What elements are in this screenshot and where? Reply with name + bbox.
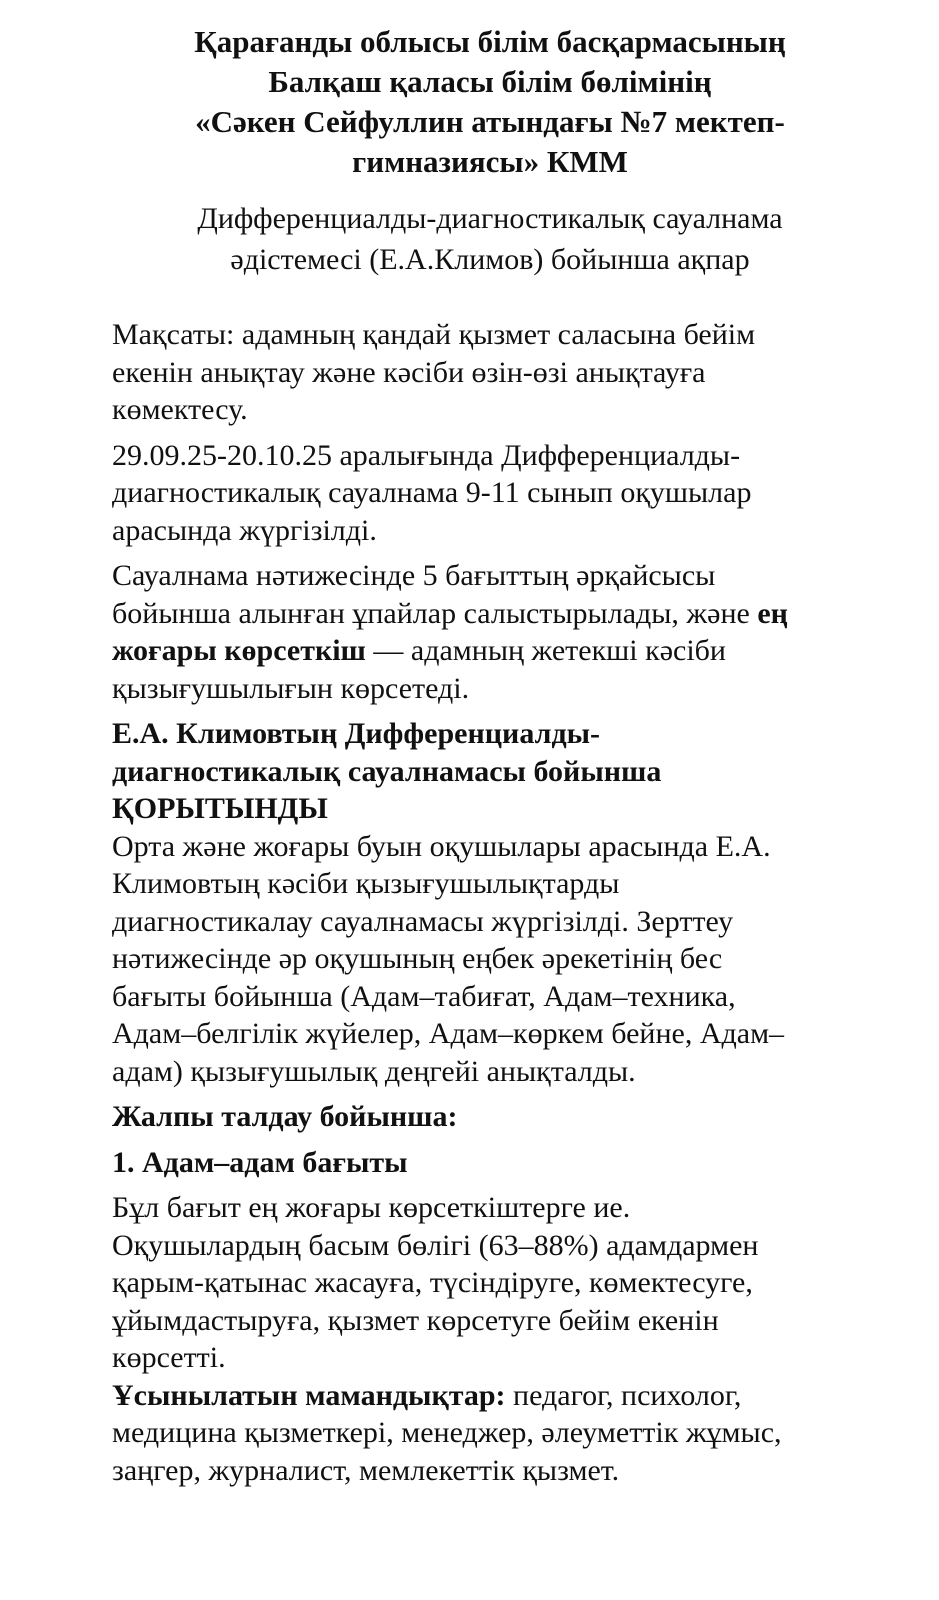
text-line: нәтижесінде әр оқушының еңбек әрекетінің бес [112,942,723,975]
text-line: ұйымдастыруға, қызмет көрсетуге бейім екенін [112,1303,719,1337]
section-1-title: 1. Адам–адам бағыты [112,1145,408,1179]
method-paragraph [112,557,872,707]
text-line: бағыты бойынша (Адам–табиғат, Адам–техника, [112,979,736,1013]
bold-emphasis: жоғары көрсеткіш [112,634,366,667]
header-line: Қарағанды облысы білім басқармасының [194,24,786,59]
header-line: гимназиясы» КММ [352,144,628,179]
purpose-paragraph [112,316,872,429]
subtitle-line: Дифференциалды-диагностикалық сауалнама [197,202,783,235]
heading-line: ҚОРЫТЫНДЫ [112,792,328,825]
organization-header [140,22,840,182]
text-line: Мақсаты: адамның қандай қызмет саласына бейім [112,318,756,351]
text-line: қарым-қатынас жасауға, түсіндіруге, көмектесуге, [112,1266,753,1299]
header-line: «Сәкен Сейфуллин атындағы №7 мектеп- [195,104,785,139]
text-line [112,595,872,633]
text-span: — адамның жетекші кәсіби [365,634,726,667]
conclusion-title [112,715,872,828]
text-line: 29.09.25-20.10.25 аралығында Дифференциалды- [112,438,741,472]
conclusion-paragraph [112,828,872,1091]
text-line: арасында жүргізілді. [112,513,377,547]
text-span: бойынша алынған ұпайлар салыстырылады, және [112,596,758,630]
text-line: Бұл бағыт ең жоғары көрсеткіштерге ие. [112,1191,631,1224]
text-line: заңгер, журналист, мемлекеттік қызмет. [112,1453,620,1487]
heading-line: диагностикалық сауалнамасы бойынша [112,754,662,788]
subtitle-line: әдістемесі (Е.А.Климов) бойынша ақпар [230,243,750,276]
text-line: Адам–белгілік жүйелер, Адам–көркем бейне, Адам– [112,1017,785,1050]
text-line: Орта және жоғары буын оқушылары арасында Е.А. [112,829,771,863]
bold-emphasis: ең [757,596,788,630]
text-line: көрсетті. [112,1341,226,1374]
text-line: медицина қызметкері, менеджер, әлеуметтік жұмыс, [112,1416,782,1449]
text-line: екенін анықтау және кәсіби өзін-өзі анықтауға [112,355,706,389]
text-line: Сауалнама нәтижесінде 5 бағыттың әрқайсысы [112,559,716,592]
header-line: Балқаш қаласы білім бөлімінің [268,64,712,99]
document-body [112,316,872,1489]
professions-label: Ұсынылатын мамандықтар: [112,1378,506,1412]
section-1-text [112,1189,872,1489]
text-line: Климовтың кәсіби қызығушылықтарды [112,867,620,900]
text-line: қызығушылығын көрсетеді. [112,671,470,705]
heading-line: Е.А. Климовтың Дифференциалды- [112,717,601,750]
text-line: адам) қызығушылық деңгейі анықталды. [112,1054,636,1088]
text-line [112,632,872,670]
analysis-heading: Жалпы талдау бойынша: [112,1100,458,1133]
text-line: диагностикалық сауалнама 9-11 сынып оқушылар [112,476,752,509]
text-line: көмектесу. [112,393,248,426]
text-line: диагностикалау сауалнамасы жүргізілді. Зерттеу [112,904,734,938]
text-line: Оқушылардың басым бөлігі (63–88%) адамдармен [112,1228,759,1262]
professions-line [112,1377,872,1415]
period-paragraph [112,437,872,550]
document-subtitle [140,198,840,280]
text-span: педагог, психолог, [505,1378,742,1412]
